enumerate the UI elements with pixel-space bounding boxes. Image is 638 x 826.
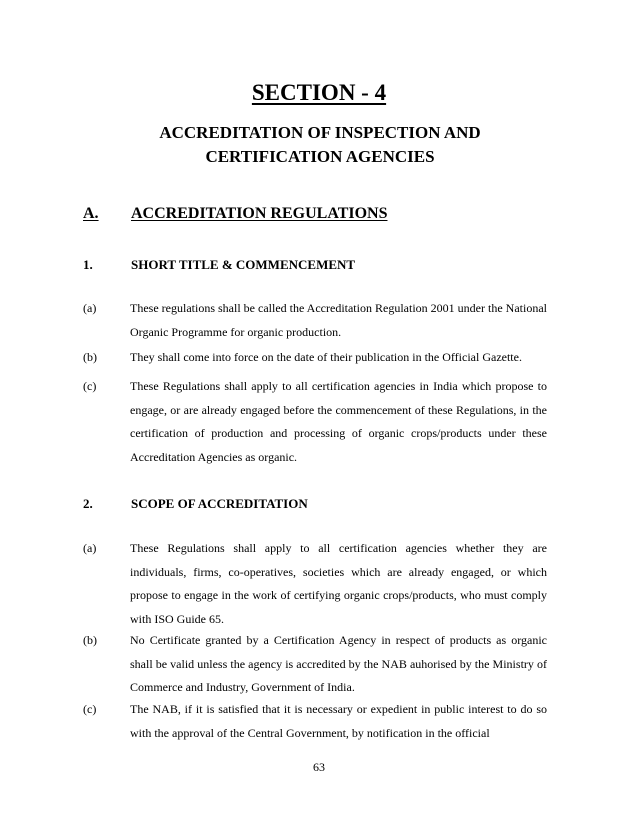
heading-1-title: SHORT TITLE & COMMENCEMENT [131,257,356,272]
clause-text: They shall come into force on the date of their publication in the Official Gazette. [130,350,522,364]
clause-1b [83,346,547,370]
heading-1-number: 1. [83,257,93,272]
section-title: SECTION - 4 [251,80,387,105]
clause-label: (c) [83,702,97,716]
clause-text: The NAB, if it is satisfied that it is necessary or expedient in public interest to do so with the approval of the Central Government, by notification in the official [130,702,547,740]
clause-label: (c) [83,379,97,393]
clause-1c [83,375,547,471]
heading-2-number: 2. [83,496,93,511]
clause-label: (a) [83,541,97,555]
heading-2-title: SCOPE OF ACCREDITATION [131,496,308,511]
clause-2a [83,537,547,633]
page-number: 63 [313,760,325,774]
main-title: ACCREDITATION OF INSPECTION AND CERTIFICATION AGENCIES [159,123,481,166]
heading-2 [83,496,553,514]
clause-label: (b) [83,633,97,647]
part-a-title: ACCREDITATION REGULATIONS [131,205,388,222]
clause-1a [83,297,547,345]
clause-text: No Certificate granted by a Certification Agency in respect of products as organic shall be valid unless the agency is accredited by the NAB auhorised by the Ministry of Commerce and Industry, Government of India. [130,633,547,694]
clause-text: These Regulations shall apply to all certification agencies whether they are individuals, firms, co-operatives, societies which are already engaged, or which propose to engage in the work of certifying organic crops/products, who must comply with ISO Guide 65. [130,541,547,626]
clause-2c [83,698,547,746]
clause-text: These Regulations shall apply to all certification agencies in India which propose to engage, or are already engaged before the commencement of these Regulations, in the certification of production and processing of organic crops/products under these Accreditation Agencies as organic. [130,379,547,464]
clause-2b [83,629,547,701]
clause-text: These regulations shall be called the Accreditation Regulation 2001 under the National Organic Programme for organic production. [130,301,547,339]
part-a-label: A. [83,205,99,222]
part-a-heading [83,205,553,227]
clause-label: (b) [83,350,97,364]
clause-label: (a) [83,301,97,315]
heading-1 [83,257,553,275]
